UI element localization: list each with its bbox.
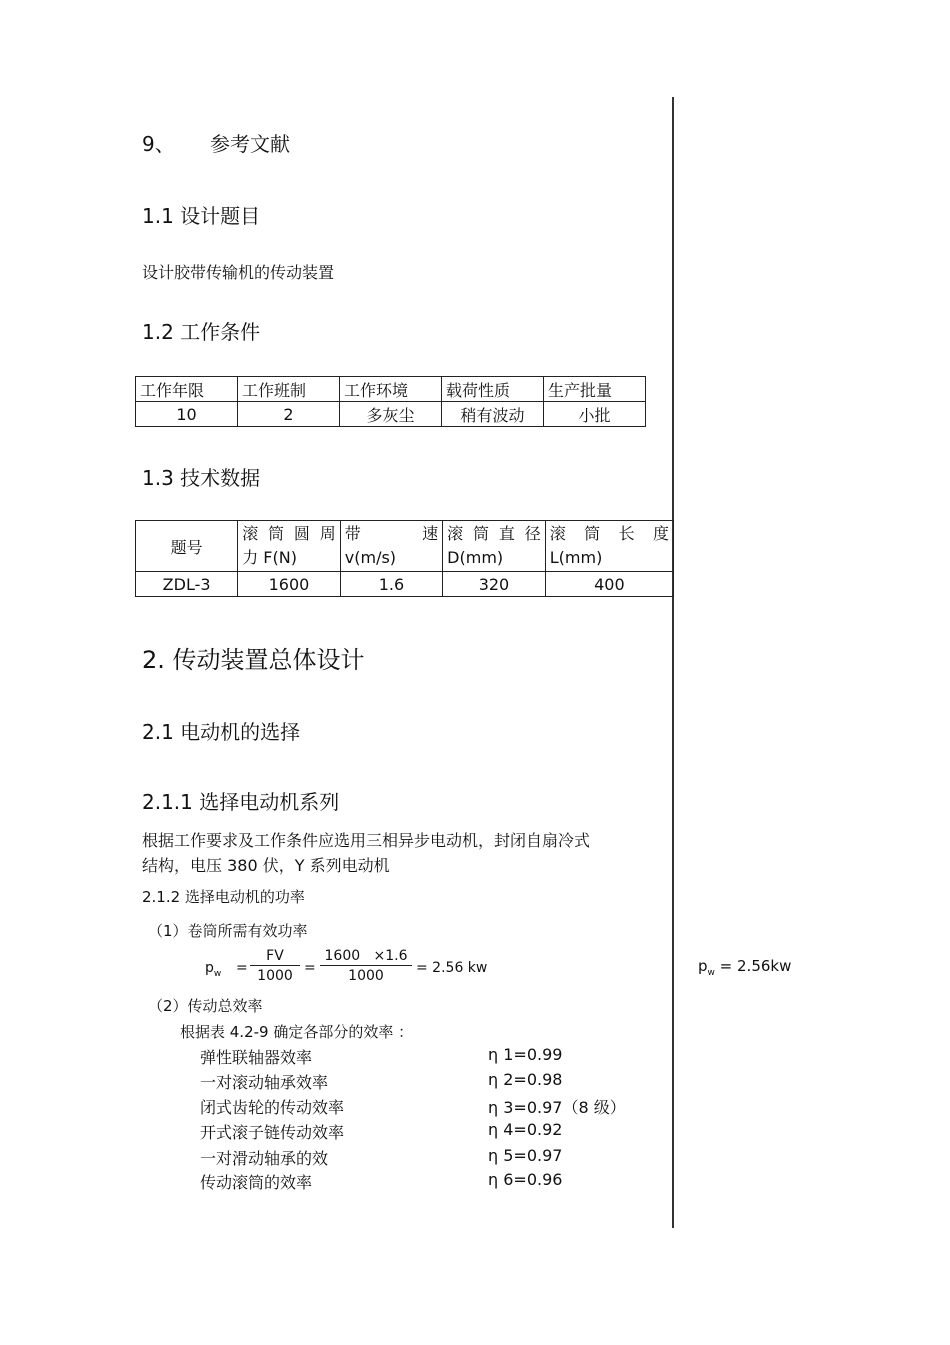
table-header-cell (238, 521, 341, 572)
table-header-cell (545, 521, 673, 572)
efficiency-label: 一对滚动轴承效率 (200, 1073, 329, 1092)
formula-fraction-2 (320, 948, 412, 984)
header-char: 直 (498, 524, 515, 543)
table-header-cell: 载荷性质 (442, 377, 544, 402)
table-header-cell: 工作班制 (238, 377, 340, 402)
efficiency-value: η 6=0.96 (488, 1170, 563, 1189)
side-note-power (698, 957, 791, 978)
formula-fraction-1 (250, 948, 300, 984)
table-header-cell (340, 521, 442, 572)
table-cell: 320 (443, 572, 546, 597)
table-header-cell: 题号 (136, 521, 238, 572)
toc-item-number: 9、 (142, 132, 175, 156)
work-conditions-table (135, 376, 646, 427)
table-cell: 小批 (543, 402, 645, 427)
section-2-1-1-line2: 结构，电压 380 伏，Y 系列电动机 (142, 856, 390, 875)
header-char: 度 (652, 524, 669, 543)
section-1-3-title: 1.3 技术数据 (142, 466, 261, 490)
table-header-cell: 生产批量 (543, 377, 645, 402)
header-subline: D(mm) (447, 548, 504, 567)
efficiency-label: 弹性联轴器效率 (200, 1048, 313, 1067)
header-subline: L(mm) (549, 548, 603, 567)
formula-symbol: p (205, 960, 214, 976)
side-note-symbol: p (698, 957, 708, 975)
table-cell: 400 (545, 572, 673, 597)
table-row (136, 402, 646, 427)
section-1-1-text: 设计胶带传输机的传动装置 (142, 263, 335, 282)
header-char: 筒 (584, 524, 601, 543)
table-cell: 10 (136, 402, 238, 427)
section-2-1-1-line1: 根据工作要求及工作条件应选用三相异步电动机，封闭自扇冷式 (142, 831, 591, 850)
efficiency-label: 闭式齿轮的传动效率 (200, 1098, 345, 1117)
header-char: 筒 (268, 524, 285, 543)
technical-data-table (135, 520, 674, 597)
fraction-denominator: 1000 (348, 968, 384, 984)
header-char: 长 (618, 524, 635, 543)
efficiency-label: 开式滚子链传动效率 (200, 1123, 345, 1142)
header-char: 筒 (473, 524, 490, 543)
header-char: 滚 (549, 524, 566, 543)
efficiency-value: η 1=0.99 (488, 1045, 563, 1064)
table-header-row (136, 377, 646, 402)
table-header-cell: 工作年限 (136, 377, 238, 402)
table-header-cell: 工作环境 (340, 377, 442, 402)
section-1-1-title: 1.1 设计题目 (142, 204, 261, 228)
header-char: 圆 (293, 524, 310, 543)
side-note-value: = 2.56kw (714, 957, 792, 975)
fraction-denominator: 1000 (257, 968, 293, 984)
formula-equals-2: = (304, 960, 316, 976)
toc-item-text: 参考文献 (210, 132, 290, 156)
table-cell: 稍有波动 (442, 402, 544, 427)
section-2-1-title: 2.1 电动机的选择 (142, 720, 301, 744)
table-header-cell (443, 521, 546, 572)
efficiency-basis: 根据表 4.2-9 确定各部分的效率 ： (180, 1023, 414, 1041)
header-char: 速 (422, 524, 439, 543)
table-cell: 1.6 (340, 572, 442, 597)
formula-result: = 2.56 kw (416, 960, 488, 976)
side-note-subscript: w (707, 968, 715, 978)
fraction-numerator: FV (250, 948, 300, 966)
table-header-row (136, 521, 674, 572)
table-cell: 1600 (238, 572, 341, 597)
efficiency-value: η 4=0.92 (488, 1120, 563, 1139)
table-row (136, 572, 674, 597)
efficiency-value: η 2=0.98 (488, 1070, 563, 1089)
item-1-label: （1）卷筒所需有效功率 (148, 922, 308, 940)
header-char: 滚 (447, 524, 464, 543)
table-cell: ZDL-3 (136, 572, 238, 597)
item-2-label: （2）传动总效率 (148, 997, 263, 1015)
header-char: 带 (344, 524, 361, 543)
formula-equals-1: = (236, 960, 248, 976)
table-cell: 2 (238, 402, 340, 427)
section-1-2-title: 1.2 工作条件 (142, 320, 261, 344)
header-subline: v(m/s) (344, 548, 397, 567)
header-char: 周 (319, 524, 336, 543)
efficiency-label: 一对滑动轴承的效 (200, 1149, 329, 1168)
efficiency-label: 传动滚筒的效率 (200, 1173, 313, 1192)
fraction-numerator: 1600 ×1.6 (320, 948, 412, 966)
section-2-1-1-title: 2.1.1 选择电动机系列 (142, 790, 340, 814)
section-2-1-2-title: 2.1.2 选择电动机的功率 (142, 888, 305, 906)
efficiency-value: η 5=0.97 (488, 1146, 563, 1165)
margin-divider-line (672, 97, 674, 1228)
section-2-title: 2. 传动装置总体设计 (142, 646, 365, 674)
efficiency-value: η 3=0.97（8 级） (488, 1098, 626, 1117)
formula-lhs (205, 960, 221, 979)
header-subline: 力 F(N) (242, 548, 297, 567)
header-char: 径 (524, 524, 541, 543)
table-cell: 多灰尘 (340, 402, 442, 427)
formula-subscript: w (213, 968, 222, 979)
header-char: 滚 (242, 524, 259, 543)
